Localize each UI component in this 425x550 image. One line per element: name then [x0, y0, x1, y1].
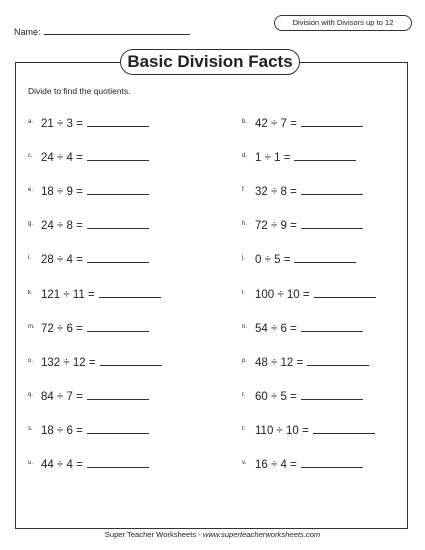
problem-expression: 0 ÷ 5 = [255, 254, 291, 267]
answer-blank[interactable] [100, 357, 162, 366]
name-line [44, 26, 190, 35]
answer-blank[interactable] [87, 323, 149, 332]
answer-blank[interactable] [301, 459, 363, 468]
problem-expression: 21 ÷ 3 = [41, 118, 83, 130]
problem-expression: 60 ÷ 5 = [255, 390, 297, 403]
problem-letter: n. [242, 323, 248, 330]
problem-letter: c. [28, 153, 33, 160]
name-field [14, 26, 190, 37]
footer [0, 530, 425, 539]
problem-letter: r. [242, 391, 246, 398]
name-label: Name: [14, 27, 41, 37]
problem-expression: 24 ÷ 4 = [41, 152, 83, 165]
problem-item [28, 425, 149, 437]
problem-item [242, 323, 363, 335]
problem-expression: 100 ÷ 10 = [255, 288, 310, 301]
problem-letter: m. [28, 323, 35, 330]
problem-item [242, 391, 363, 403]
answer-blank[interactable] [87, 425, 149, 434]
problem-letter: o. [28, 357, 34, 364]
problem-item [28, 118, 149, 130]
problem-letter: d. [242, 153, 248, 160]
answer-blank[interactable] [294, 254, 356, 263]
problem-expression: 18 ÷ 6 = [41, 424, 83, 437]
problem-item [28, 186, 149, 198]
problem-letter: i. [28, 255, 31, 262]
answer-blank[interactable] [99, 289, 161, 298]
problem-item [242, 459, 363, 471]
problem-letter: j. [242, 255, 245, 262]
problem-letter: u. [28, 460, 34, 466]
answer-blank[interactable] [87, 459, 149, 468]
footer-brand: Super Teacher Worksheets - [104, 530, 203, 539]
problem-item [242, 220, 363, 232]
problem-letter: s. [28, 425, 33, 432]
page-title: Basic Division Facts [120, 49, 300, 75]
topic-badge: Division with Divisors up to 12 [274, 15, 412, 31]
problem-letter: b. [242, 119, 248, 125]
problem-item [242, 254, 356, 266]
problem-expression: 16 ÷ 4 = [255, 459, 297, 471]
problem-item [242, 425, 375, 437]
problem-item [28, 357, 162, 369]
problem-item [28, 254, 149, 266]
problem-expression: 18 ÷ 9 = [41, 186, 83, 199]
problem-expression: 24 ÷ 8 = [41, 220, 83, 233]
problem-letter: f. [242, 187, 246, 194]
answer-blank[interactable] [301, 118, 363, 127]
answer-blank[interactable] [87, 220, 149, 229]
answer-blank[interactable] [314, 289, 376, 298]
instructions: Divide to find the quotients. [28, 86, 131, 96]
problem-letter: e. [28, 187, 34, 194]
problem-expression: 132 ÷ 12 = [41, 356, 96, 369]
problem-item [28, 220, 149, 232]
problem-expression: 84 ÷ 7 = [41, 390, 83, 403]
answer-blank[interactable] [307, 357, 369, 366]
problem-item [242, 118, 363, 130]
answer-blank[interactable] [301, 391, 363, 400]
problem-item [28, 459, 149, 471]
footer-url: www.superteacherworksheets.com [202, 530, 321, 539]
answer-blank[interactable] [294, 152, 356, 161]
problem-item [242, 357, 369, 369]
problem-letter: a. [28, 119, 34, 125]
answer-blank[interactable] [301, 323, 363, 332]
answer-blank[interactable] [301, 220, 363, 229]
problem-letter: k. [28, 289, 33, 296]
problem-letter: l. [242, 289, 245, 296]
problem-letter: q. [28, 391, 34, 398]
problem-expression: 121 ÷ 11 = [41, 288, 95, 301]
problem-expression: 54 ÷ 6 = [255, 322, 297, 335]
problem-expression: 1 ÷ 1 = [255, 152, 291, 165]
problem-item [28, 289, 161, 301]
answer-blank[interactable] [301, 186, 363, 195]
problem-letter: p. [242, 357, 248, 364]
answer-blank[interactable] [87, 186, 149, 195]
problem-expression: 28 ÷ 4 = [41, 254, 83, 267]
problem-letter: t. [242, 425, 246, 432]
problem-expression: 110 ÷ 10 = [255, 424, 309, 437]
problem-item [242, 186, 363, 198]
problem-letter: g. [28, 221, 34, 228]
problem-item [28, 323, 149, 335]
problem-item [242, 152, 356, 164]
problem-letter: h. [242, 221, 248, 228]
problem-expression: 32 ÷ 8 = [255, 186, 297, 199]
problem-expression: 48 ÷ 12 = [255, 356, 304, 369]
problem-expression: 44 ÷ 4 = [41, 459, 83, 471]
problem-expression: 72 ÷ 6 = [41, 322, 83, 335]
answer-blank[interactable] [87, 254, 149, 263]
problem-item [28, 391, 149, 403]
answer-blank[interactable] [87, 391, 149, 400]
answer-blank[interactable] [313, 425, 375, 434]
problem-item [28, 152, 149, 164]
problem-expression: 42 ÷ 7 = [255, 118, 297, 130]
problem-letter: v. [242, 460, 247, 466]
problem-item [242, 289, 376, 301]
problem-expression: 72 ÷ 9 = [255, 220, 297, 233]
answer-blank[interactable] [87, 152, 149, 161]
answer-blank[interactable] [87, 118, 149, 127]
